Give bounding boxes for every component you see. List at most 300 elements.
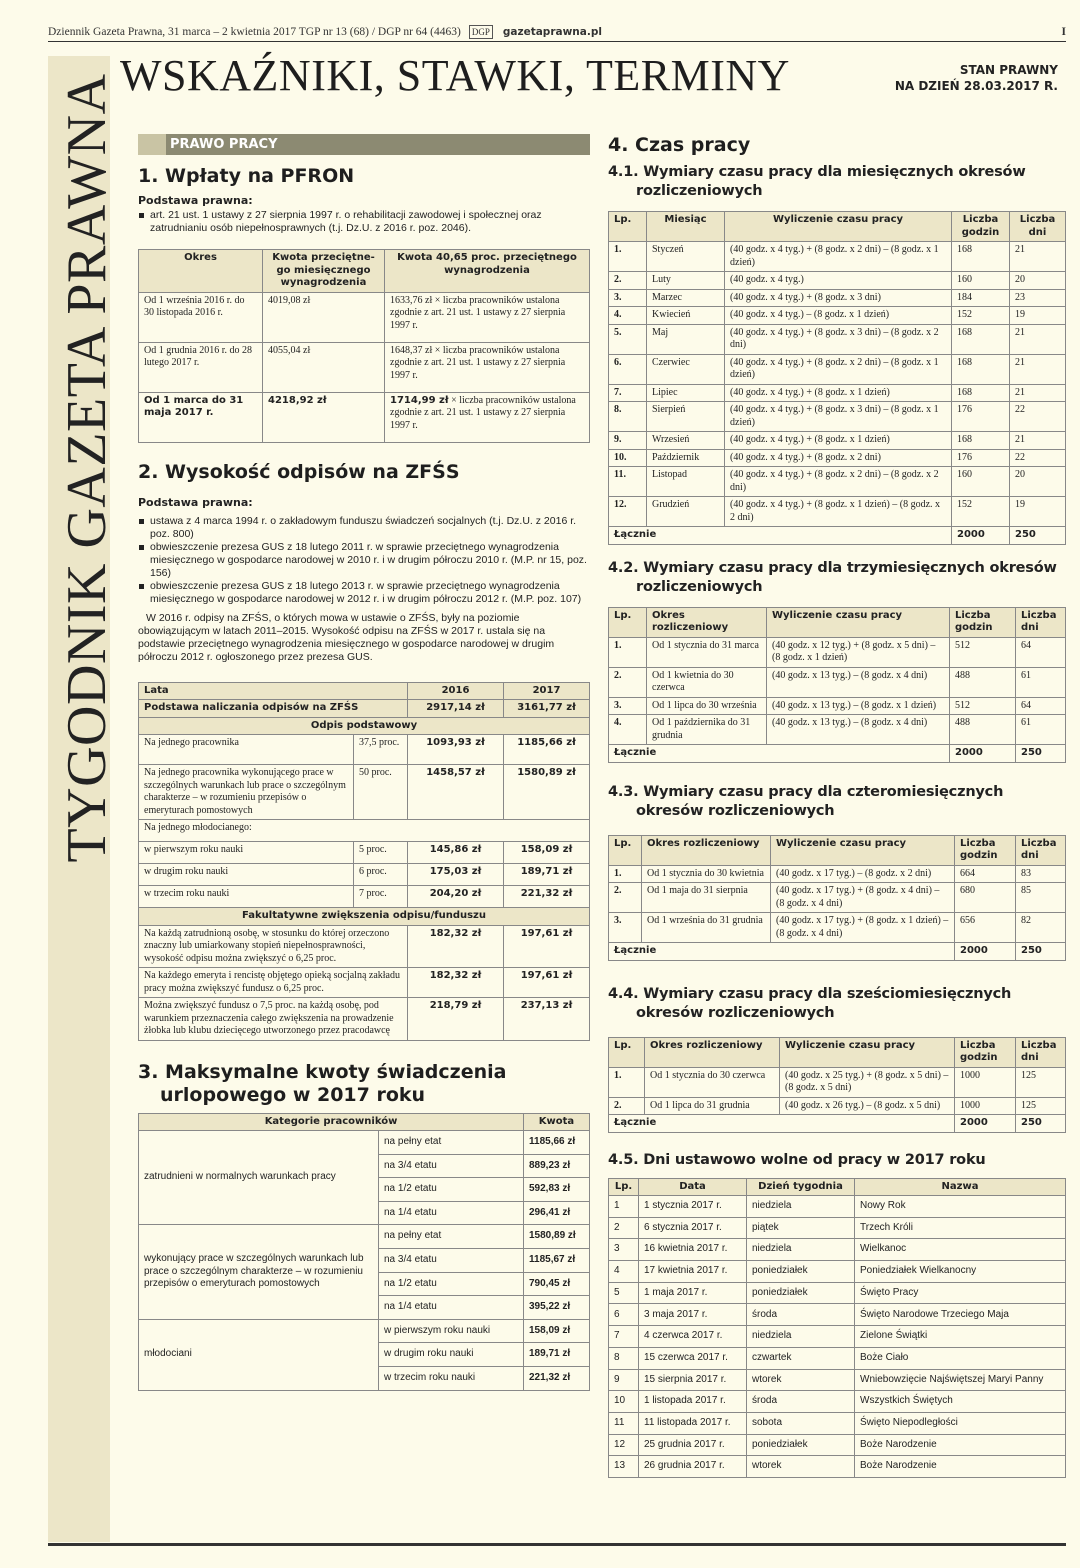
cell: 21 — [1010, 384, 1066, 402]
cell: 488 — [950, 715, 1016, 745]
cell: Od 1 stycznia do 31 marca — [647, 637, 767, 667]
col-header: Liczba dni — [1016, 607, 1066, 637]
cell: Boże Narodzenie — [855, 1456, 1066, 1478]
cell: 250 — [1016, 1115, 1066, 1133]
cell: Maj — [647, 324, 725, 354]
col-header: Lp. — [609, 1178, 639, 1196]
cell: 20 — [1010, 272, 1066, 290]
cell: 168 — [952, 242, 1010, 272]
section-2-title: 2. Wysokość odpisów na ZFŚS — [138, 460, 460, 483]
cell: 3 maja 2017 r. — [639, 1304, 747, 1326]
cell: niedziela — [747, 1196, 855, 1218]
cell: 250 — [1010, 527, 1066, 545]
page-number: I — [1061, 25, 1066, 38]
table-row — [609, 497, 1066, 527]
table-row — [609, 1217, 1066, 1239]
cell: 152 — [952, 497, 1010, 527]
cell: 168 — [952, 354, 1010, 384]
cell: Od 1 stycznia do 30 czerwca — [645, 1067, 780, 1097]
cell: 15 sierpnia 2017 r. — [639, 1369, 747, 1391]
col-header: Liczba godzin — [955, 1037, 1016, 1067]
cell: w pierwszym roku nauki — [379, 1319, 524, 1343]
cell: 1580,89 zł — [524, 1225, 590, 1249]
table-row — [609, 637, 1066, 667]
table-row — [609, 1304, 1066, 1326]
cell: środa — [747, 1391, 855, 1413]
cell: 184 — [952, 289, 1010, 307]
cell: Od 1 października do 31 grudnia — [647, 715, 767, 745]
table-row — [609, 1067, 1066, 1097]
cell: (40 godz. x 17 tyg.) + (8 godz. x 4 dni) – (8 godz. x 4 dni) — [771, 883, 955, 913]
cell: 1000 — [955, 1067, 1016, 1097]
cell: (40 godz. x 13 tyg.) – (8 godz. x 4 dni) — [767, 715, 950, 745]
cell: 7 proc. — [354, 886, 408, 908]
cell: 182,32 zł — [408, 925, 504, 968]
cell: 168 — [952, 384, 1010, 402]
cell: 168 — [952, 324, 1010, 354]
col-header: Data — [639, 1178, 747, 1196]
cell: Wielkanoc — [855, 1239, 1066, 1261]
quarterly-hours-table — [608, 607, 1066, 763]
table-row — [139, 842, 590, 864]
cell: piątek — [747, 1217, 855, 1239]
cell: 1185,67 zł — [524, 1248, 590, 1272]
cell: 3161,77 zł — [504, 700, 590, 718]
table-row — [139, 1319, 590, 1343]
total-row — [609, 527, 1066, 545]
cell-amount: 1714,99 zł — [390, 394, 449, 406]
cell: (40 godz. x 17 tyg.) + (8 godz. x 1 dzień) – (8 godz. x 4 dni) — [771, 913, 955, 943]
cell: Od 1 grudnia 2016 r. do 28 lutego 2017 r. — [139, 342, 263, 392]
cell: 175,03 zł — [408, 864, 504, 886]
cell: 26 grudnia 2017 r. — [639, 1456, 747, 1478]
cell: 21 — [1010, 242, 1066, 272]
col-header: Liczba godzin — [952, 212, 1010, 242]
cell: (40 godz. x 4 tyg.) + (8 godz. x 2 dni) – (8 godz. x 2 dni) — [725, 467, 952, 497]
cell: 8. — [609, 402, 647, 432]
cell: (40 godz. x 4 tyg.) – (8 godz. x 1 dzień) — [725, 307, 952, 325]
col-header: Wyliczenie czasu pracy — [771, 835, 955, 865]
cell: 37,5 proc. — [354, 735, 408, 765]
cell: Święto Pracy — [855, 1282, 1066, 1304]
total-row — [609, 1115, 1066, 1133]
table-body — [609, 242, 1066, 545]
cell: 145,86 zł — [408, 842, 504, 864]
col-header: Okres rozliczeniowy — [642, 835, 771, 865]
cell: Marzec — [647, 289, 725, 307]
col-header: Kategorie pracowników — [139, 1113, 524, 1131]
table-row — [609, 865, 1066, 883]
cell: Łącznie — [609, 943, 955, 961]
total-row — [609, 943, 1066, 961]
col-header: Miesiąc — [647, 212, 725, 242]
cell: 7. — [609, 384, 647, 402]
table-row — [609, 242, 1066, 272]
cell: 250 — [1016, 943, 1066, 961]
cell: 1093,93 zł — [408, 735, 504, 765]
cell: 158,09 zł — [504, 842, 590, 864]
table-4-3-title: 4.3. Wymiary czasu pracy dla czteromiesięcznych okresów rozliczeniowych — [608, 783, 1004, 819]
col-header: Lp. — [609, 835, 642, 865]
cell: 2000 — [955, 943, 1016, 961]
cell: 21 — [1010, 354, 1066, 384]
cell: 197,61 zł — [504, 968, 590, 998]
subheader: Odpis podstawowy — [139, 717, 590, 735]
table-row — [139, 735, 590, 765]
cell: 6 — [609, 1304, 639, 1326]
cell: (40 godz. x 26 tyg.) – (8 godz. x 5 dni) — [780, 1097, 955, 1115]
col-header: Wyliczenie czasu pracy — [767, 607, 950, 637]
table-row — [609, 1412, 1066, 1434]
cell: 4019,08 zł — [263, 292, 385, 342]
col-header: 2017 — [504, 682, 590, 700]
cell: 22 — [1010, 449, 1066, 467]
cell: 176 — [952, 449, 1010, 467]
table-row — [139, 765, 590, 820]
cell: 19 — [1010, 307, 1066, 325]
section-3-title: 3. Maksymalne kwoty świadczenia urlopowego w 2017 roku — [138, 1060, 507, 1106]
col-header: Liczba dni — [1016, 835, 1066, 865]
table-row — [609, 324, 1066, 354]
cell: 160 — [952, 272, 1010, 290]
cell — [385, 392, 590, 442]
col-header: Lata — [139, 682, 408, 700]
col-header: Liczba dni — [1010, 212, 1066, 242]
cell: (40 godz. x 17 tyg.) – (8 godz. x 2 dni) — [771, 865, 955, 883]
cell: 9 — [609, 1369, 639, 1391]
cell: Boże Narodzenie — [855, 1434, 1066, 1456]
table-4-1-title: 4.1. Wymiary czasu pracy dla miesięcznych okresów rozliczeniowych — [608, 164, 1026, 199]
cell: Poniedziałek Wielkanocny — [855, 1261, 1066, 1283]
col-header: Liczba dni — [1016, 1037, 1066, 1067]
table-row — [609, 1391, 1066, 1413]
col-header: Kwota przeciętne-go miesięcznego wynagrodzenia — [263, 250, 385, 293]
status-line-1: STAN PRAWNY — [959, 63, 1058, 77]
table-row — [609, 449, 1066, 467]
cell: 3. — [609, 913, 642, 943]
col-header: Lp. — [609, 212, 647, 242]
cell: Nowy Rok — [855, 1196, 1066, 1218]
table-row — [139, 392, 590, 442]
table-row — [139, 1225, 590, 1249]
cell: 790,45 zł — [524, 1272, 590, 1296]
cell: 5 — [609, 1282, 639, 1304]
legal-basis-item: obwieszczenie prezesa GUS z 18 lutego 2013 r. w sprawie przeciętnego wynagrodzenia miesięcznego w gospodarce narodowej w 2012 r. i w drugim półroczu 2012 r. (M.P. poz. 107) — [138, 580, 590, 606]
cell: Od 1 stycznia do 30 kwietnia — [642, 865, 771, 883]
col-header: Liczba godzin — [955, 835, 1016, 865]
cell: (40 godz. x 13 tyg.) – (8 godz. x 4 dni) — [767, 667, 950, 697]
cell: Na jednego pracownika wykonującego prace w szczególnych warunkach lub prace o szczególnym charakterze – w rozumieniu przepisów o emeryturach pomostowych — [139, 765, 354, 820]
cell: 197,61 zł — [504, 925, 590, 968]
cell: 512 — [950, 697, 1016, 715]
cell: 3. — [609, 289, 647, 307]
table-row — [609, 1369, 1066, 1391]
table-row — [609, 432, 1066, 450]
cell: 6. — [609, 354, 647, 384]
cell: 64 — [1016, 637, 1066, 667]
table-row — [139, 886, 590, 908]
cell: 2. — [609, 272, 647, 290]
table-row — [609, 1239, 1066, 1261]
cell: 4 czerwca 2017 r. — [639, 1326, 747, 1348]
pfron-table — [138, 249, 590, 443]
table-4-2-title: 4.2. Wymiary czasu pracy dla trzymiesięcznych okresów rozliczeniowych — [608, 559, 1057, 595]
cell: 664 — [955, 865, 1016, 883]
group-cell: młodociani — [139, 1319, 379, 1390]
cell: w trzecim roku nauki — [139, 886, 354, 908]
cell: w pierwszym roku nauki — [139, 842, 354, 864]
six-month-hours-table — [608, 1037, 1066, 1133]
cell: Luty — [647, 272, 725, 290]
cell: 21 — [1010, 432, 1066, 450]
cell: (40 godz. x 4 tyg.) + (8 godz. x 3 dni) – (8 godz. x 2 dni) — [725, 324, 952, 354]
cell: na 1/2 etatu — [379, 1178, 524, 1202]
cell: 296,41 zł — [524, 1201, 590, 1225]
cell: 1000 — [955, 1097, 1016, 1115]
cell: na pełny etat — [379, 1225, 524, 1249]
cell: (40 godz. x 13 tyg.) – (8 godz. x 1 dzień) — [767, 697, 950, 715]
cell: 4. — [609, 715, 647, 745]
table-row — [609, 289, 1066, 307]
section-band: PRAWO PRACY — [138, 134, 590, 155]
cell: 16 kwietnia 2017 r. — [639, 1239, 747, 1261]
holidays-table — [608, 1178, 1066, 1478]
cell: 21 — [1010, 324, 1066, 354]
cell: Od 1 września 2016 r. do 30 listopada 2016 r. — [139, 292, 263, 342]
cell: Święto Narodowe Trzeciego Maja — [855, 1304, 1066, 1326]
cell: 656 — [955, 913, 1016, 943]
cell: (40 godz. x 4 tyg.) + (8 godz. x 2 dni) – (8 godz. x 1 dzień) — [725, 242, 952, 272]
col-header: Wyliczenie czasu pracy — [780, 1037, 955, 1067]
col-header: Okres rozliczeniowy — [645, 1037, 780, 1067]
cell: (40 godz. x 4 tyg.) + (8 godz. x 1 dzień) — [725, 432, 952, 450]
cell: Na każdą zatrudnioną osobę, w stosunku do której orzeczono znaczny lub umiarkowany stopień niepełnosprawności, wysokość odpisu można zwiększyć o 6,25 proc. — [139, 925, 408, 968]
cell: 4. — [609, 307, 647, 325]
cell: Łącznie — [609, 745, 950, 763]
cell: (40 godz. x 4 tyg.) + (8 godz. x 3 dni) – (8 godz. x 1 dzień) — [725, 402, 952, 432]
cell: 158,09 zł — [524, 1319, 590, 1343]
cell: w drugim roku nauki — [139, 864, 354, 886]
cell: 176 — [952, 402, 1010, 432]
cell: na 3/4 etatu — [379, 1248, 524, 1272]
table-row — [609, 1261, 1066, 1283]
cell: Sierpień — [647, 402, 725, 432]
legal-basis-item: ustawa z 4 marca 1994 r. o zakładowym funduszu świadczeń socjalnych (t.j. Dz.U. z 2016 r. poz. 800) — [138, 515, 590, 541]
cell: 2000 — [955, 1115, 1016, 1133]
table-row — [609, 354, 1066, 384]
cell: 592,83 zł — [524, 1178, 590, 1202]
cell: niedziela — [747, 1239, 855, 1261]
cell: 8 — [609, 1347, 639, 1369]
legal-basis-list — [138, 515, 590, 606]
cell: 125 — [1016, 1097, 1066, 1115]
cell: Od 1 kwietnia do 30 czerwca — [647, 667, 767, 697]
cell-text: × liczba pracowników ustalona zgodnie z art. 21 ust. 1 ustawy z 27 sierpnia 1997 r. — [390, 394, 576, 431]
cell: poniedziałek — [747, 1261, 855, 1283]
cell: 4 — [609, 1261, 639, 1283]
cell: 5. — [609, 324, 647, 354]
monthly-hours-table — [608, 211, 1066, 545]
table-row — [609, 1347, 1066, 1369]
cell: 2. — [609, 883, 642, 913]
legal-basis-item: obwieszczenie prezesa GUS z 18 lutego 2011 r. w sprawie przeciętnego wynagrodzenia miesięcznego w gospodarce narodowej w 2010 r. i w drugim półroczu 2010 r. (M.P. nr 15, poz. 156) — [138, 541, 590, 580]
cell: 20 — [1010, 467, 1066, 497]
cell: Od 1 lipca do 31 grudnia — [645, 1097, 780, 1115]
table-row — [609, 307, 1066, 325]
cell: 250 — [1016, 745, 1066, 763]
zfss-paragraph: W 2016 r. odpisy na ZFŚS, o których mowa w ustawie o ZFŚS, były na poziomie obowiązującym w latach 2011–2015. Wysokość odpisu na ZFŚS w 2017 r. ustala się na podstawie przeciętnego wynagrodzenia miesięcznego w gospodarce narodowej w drugim półroczu 2012 r. ogłoszonego przez prezesa GUS. — [138, 611, 555, 663]
table-row — [609, 1097, 1066, 1115]
col-header: Lp. — [609, 1037, 645, 1067]
cell: 6 proc. — [354, 864, 408, 886]
cell: 11 — [609, 1412, 639, 1434]
cell: Na jednego pracownika — [139, 735, 354, 765]
cell: 189,71 zł — [524, 1343, 590, 1367]
cell: 1185,66 zł — [524, 1131, 590, 1155]
cell: 218,79 zł — [408, 998, 504, 1041]
table-row — [609, 467, 1066, 497]
legal-basis-item: art. 21 ust. 1 ustawy z 27 sierpnia 1997 r. o rehabilitacji zawodowej i społecznej oraz zatrudnianiu osób niepełnosprawnych (t.j. Dz.U. z 2016 r. poz. 2046). — [138, 209, 590, 235]
cell: 1 listopada 2017 r. — [639, 1391, 747, 1413]
cell: Trzech Króli — [855, 1217, 1066, 1239]
cell: Podstawa naliczania odpisów na ZFŚS — [139, 700, 408, 718]
cell: 10 — [609, 1391, 639, 1413]
cell: 50 proc. — [354, 765, 408, 820]
cell: na pełny etat — [379, 1131, 524, 1155]
table-row — [609, 1434, 1066, 1456]
cell: Łącznie — [609, 1115, 955, 1133]
col-header: Kwota 40,65 proc. przeciętnego wynagrodzenia — [385, 250, 590, 293]
top-bar — [48, 22, 1066, 42]
cell: 11. — [609, 467, 647, 497]
cell: 12 — [609, 1434, 639, 1456]
table-row — [609, 402, 1066, 432]
legal-status — [895, 62, 1058, 94]
table-row — [609, 1196, 1066, 1218]
page-header — [120, 51, 1066, 106]
cell: 2917,14 zł — [408, 700, 504, 718]
cell: (40 godz. x 4 tyg.) + (8 godz. x 3 dni) — [725, 289, 952, 307]
table-row — [139, 1131, 590, 1155]
cell: (40 godz. x 4 tyg.) + (8 godz. x 1 dzień) – (8 godz. x 2 dni) — [725, 497, 952, 527]
cell: 1 stycznia 2017 r. — [639, 1196, 747, 1218]
table-row — [139, 820, 590, 842]
cell: 221,32 zł — [504, 886, 590, 908]
cell: 6 stycznia 2017 r. — [639, 1217, 747, 1239]
cell: 1185,66 zł — [504, 735, 590, 765]
cell: 11 listopada 2017 r. — [639, 1412, 747, 1434]
cell: 1. — [609, 637, 647, 667]
cell: w trzecim roku nauki — [379, 1366, 524, 1390]
cell: 889,23 zł — [524, 1154, 590, 1178]
cell: 3. — [609, 697, 647, 715]
cell: środa — [747, 1304, 855, 1326]
legal-basis-list — [138, 209, 590, 235]
legal-basis-label: Podstawa prawna: — [138, 194, 253, 207]
col-header: 2016 — [408, 682, 504, 700]
cell: 17 kwietnia 2017 r. — [639, 1261, 747, 1283]
col-header: Lp. — [609, 607, 647, 637]
site-link[interactable]: gazetaprawna.pl — [502, 25, 602, 38]
cell: 1648,37 zł × liczba pracowników ustalona zgodnie z art. 21 ust. 1 ustawy z 27 sierpnia 1997 r. — [385, 342, 590, 392]
cell: 395,22 zł — [524, 1296, 590, 1320]
cell: w drugim roku nauki — [379, 1343, 524, 1367]
table-row — [609, 715, 1066, 745]
holiday-pay-table — [138, 1113, 590, 1391]
cell: Na każdego emeryta i rencistę objętego opieką socjalną zakładu pracy można zwiększyć fundusz o 6,25 proc. — [139, 968, 408, 998]
cell: 221,32 zł — [524, 1366, 590, 1390]
cell: wtorek — [747, 1456, 855, 1478]
cell: Łącznie — [609, 527, 952, 545]
cell: Kwiecień — [647, 307, 725, 325]
table-row — [139, 864, 590, 886]
table-row — [139, 700, 590, 718]
cell: 25 grudnia 2017 r. — [639, 1434, 747, 1456]
cell: poniedziałek — [747, 1282, 855, 1304]
table-row — [139, 968, 590, 998]
cell: 12. — [609, 497, 647, 527]
table-row — [609, 272, 1066, 290]
table-row — [609, 667, 1066, 697]
cell: 5 proc. — [354, 842, 408, 864]
table-row — [609, 697, 1066, 715]
cell: 82 — [1016, 913, 1066, 943]
table-row — [609, 1326, 1066, 1348]
table-row — [139, 998, 590, 1041]
col-header: Wyliczenie czasu pracy — [725, 212, 952, 242]
left-column — [138, 134, 590, 1391]
table-row — [609, 384, 1066, 402]
cell: 61 — [1016, 715, 1066, 745]
col-header: Okres rozliczeniowy — [647, 607, 767, 637]
cell: 85 — [1016, 883, 1066, 913]
table-row — [609, 913, 1066, 943]
cell: 204,20 zł — [408, 886, 504, 908]
cell: sobota — [747, 1412, 855, 1434]
cell: 64 — [1016, 697, 1066, 715]
col-header: Okres — [139, 250, 263, 293]
cell: Wniebowzięcie Najświętszej Maryi Panny — [855, 1369, 1066, 1391]
cell: Boże Ciało — [855, 1347, 1066, 1369]
cell: 488 — [950, 667, 1016, 697]
dgp-badge: DGP — [469, 25, 493, 39]
cell: 1 — [609, 1196, 639, 1218]
table-4-5-title: 4.5. Dni ustawowo wolne od pracy w 2017 roku — [608, 1151, 986, 1168]
cell: 19 — [1010, 497, 1066, 527]
total-row — [609, 745, 1066, 763]
cell: 13 — [609, 1456, 639, 1478]
cell: 23 — [1010, 289, 1066, 307]
table-body — [609, 1196, 1066, 1478]
col-header: Kwota — [524, 1113, 590, 1131]
cell: czwartek — [747, 1347, 855, 1369]
group-cell: zatrudnieni w normalnych warunkach pracy — [139, 1131, 379, 1225]
cell: 10. — [609, 449, 647, 467]
cell: Czerwiec — [647, 354, 725, 384]
cell: 22 — [1010, 402, 1066, 432]
cell: 1633,76 zł × liczba pracowników ustalona zgodnie z art. 21 ust. 1 ustawy z 27 sierpnia 1997 r. — [385, 292, 590, 342]
cell: 125 — [1016, 1067, 1066, 1097]
legal-basis-label: Podstawa prawna: — [138, 495, 253, 509]
cell: (40 godz. x 4 tyg.) + (8 godz. x 2 dni) – (8 godz. x 1 dzień) — [725, 354, 952, 384]
cell: Listopad — [647, 467, 725, 497]
col-header: Nazwa — [855, 1178, 1066, 1196]
cell: 680 — [955, 883, 1016, 913]
cell: 237,13 zł — [504, 998, 590, 1041]
cell: Lipiec — [647, 384, 725, 402]
cell: 2000 — [950, 745, 1016, 763]
cell: Wszystkich Świętych — [855, 1391, 1066, 1413]
